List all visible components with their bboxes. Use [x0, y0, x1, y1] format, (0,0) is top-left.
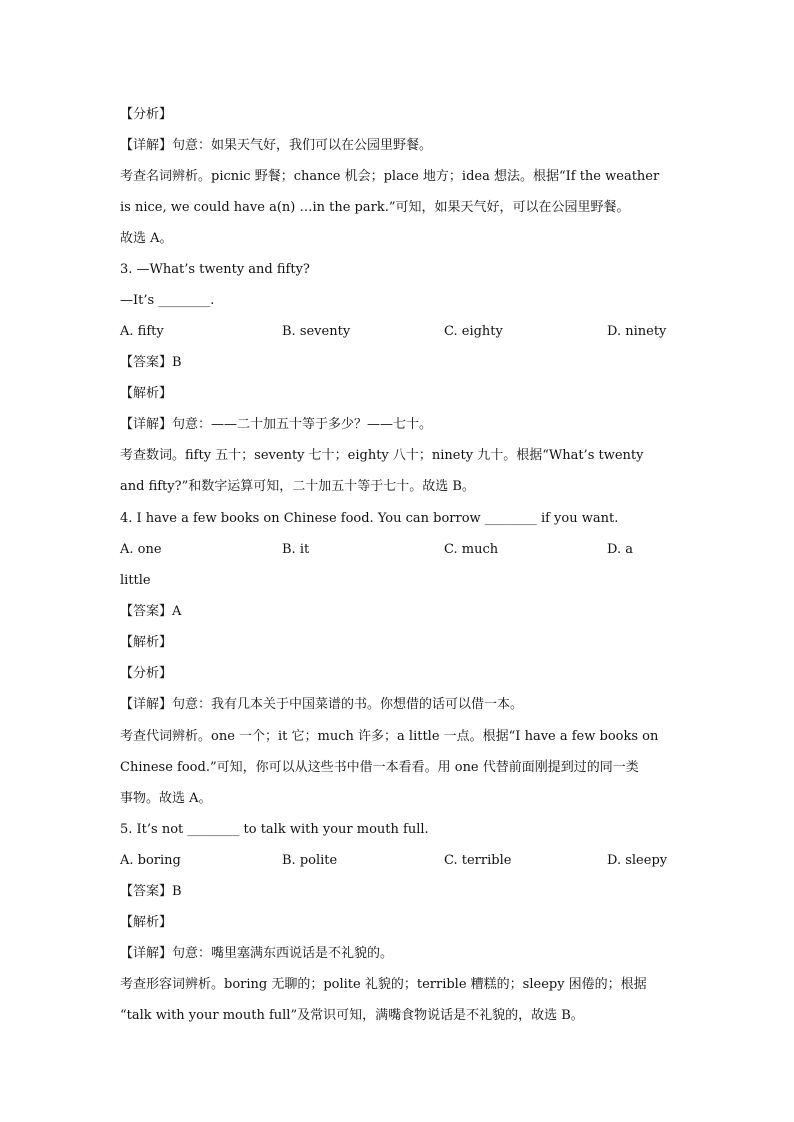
option-b: B. polite [282, 853, 338, 868]
option-d: D. ninety [607, 324, 667, 339]
question-4-options [120, 542, 680, 558]
option-b: B. seventy [282, 324, 351, 339]
section-label-analysis: 【分析】 [120, 666, 173, 681]
option-a: A. fifty [120, 324, 164, 339]
answer-label: 【答案】A [120, 604, 182, 619]
explanation-text: and fifty?”和数字运算可知，二十加五十等于七十。故选 B。 [120, 479, 475, 494]
option-c: C. terrible [444, 853, 512, 868]
option-c: C. much [444, 542, 499, 557]
explanation-text: “talk with your mouth full”及常识可知，满嘴食物说话是不礼貌的，故选 B。 [120, 1008, 584, 1023]
section-label-solution: 【解析】 [120, 635, 173, 650]
explanation-detail: 【详解】句意：嘴里塞满东西说话是不礼貌的。 [120, 946, 394, 961]
question-3-stem: 3. —What’s twenty and fifty? [120, 262, 310, 277]
question-5-stem: 5. It’s not ________ to talk with your mouth full. [120, 822, 429, 837]
explanation-text: is nice, we could have a(n) …in the park.”可知，如果天气好，可以在公园里野餐。 [120, 200, 630, 215]
option-d: D. a [607, 542, 633, 557]
option-d-continuation: little [120, 573, 151, 588]
question-5-options [120, 853, 680, 869]
explanation-text: 考查数词。fifty 五十；seventy 七十；eighty 八十；ninety 九十。根据“What’s twenty [120, 448, 644, 463]
explanation-text: 考查形容词辨析。boring 无聊的；polite 礼貌的；terrible 糟糕的；sleepy 困倦的；根据 [120, 977, 647, 992]
answer-label: 【答案】B [120, 884, 182, 899]
section-label-solution: 【解析】 [120, 915, 173, 930]
option-d: D. sleepy [607, 853, 668, 868]
explanation-detail: 【详解】句意：——二十加五十等于多少？——七十。 [120, 417, 433, 432]
explanation-detail: 【详解】句意：我有几本关于中国菜谱的书。你想借的话可以借一本。 [120, 697, 524, 712]
option-a: A. one [120, 542, 162, 557]
section-label-analysis: 【分析】 [120, 107, 173, 122]
question-3-stem: —It’s ________. [120, 293, 215, 308]
answer-label: 【答案】B [120, 355, 182, 370]
explanation-text: 事物。故选 A。 [120, 791, 212, 806]
option-b: B. it [282, 542, 310, 557]
option-c: C. eighty [444, 324, 503, 339]
explanation-text: 考查代词辨析。one 一个；it 它；much 许多；a little 一点。根据“I have a few books on [120, 729, 659, 744]
question-4-stem: 4. I have a few books on Chinese food. You can borrow ________ if you want. [120, 511, 619, 526]
section-label-solution: 【解析】 [120, 386, 173, 401]
question-3-options [120, 324, 680, 340]
explanation-text: Chinese food.”可知，你可以从这些书中借一本看看。用 one 代替前面刚提到过的同一类 [120, 760, 639, 775]
option-a: A. boring [120, 853, 181, 868]
explanation-text: 故选 A。 [120, 231, 173, 246]
explanation-detail: 【详解】句意：如果天气好，我们可以在公园里野餐。 [120, 138, 433, 153]
explanation-text: 考查名词辨析。picnic 野餐；chance 机会；place 地方；idea 想法。根据“If the weather [120, 169, 660, 184]
